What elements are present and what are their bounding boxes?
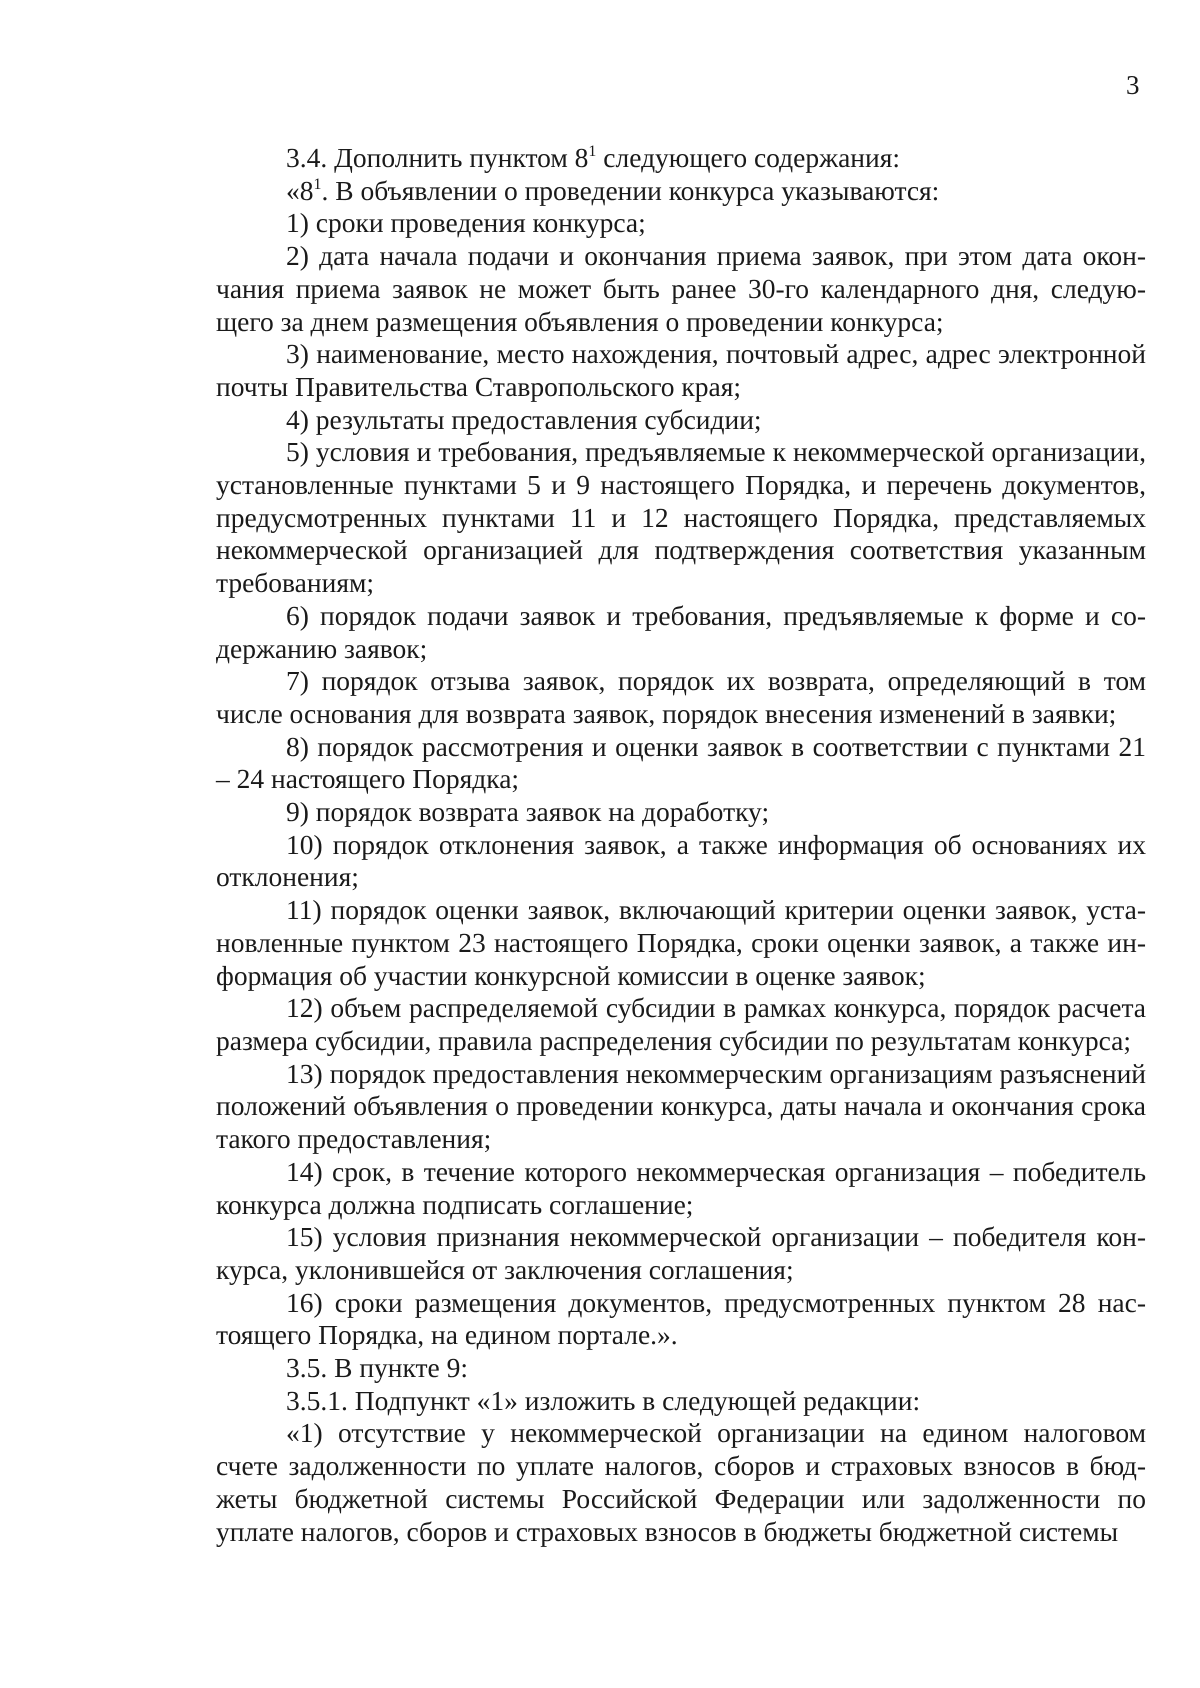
paragraph-3-4 xyxy=(216,142,1146,175)
list-item-2: 2) дата начала подачи и окончания приема заявок, при этом дата окончания приема заявок не может быть ранее 30-го календарного дня, следующего за днем размещения объявления о проведении конкурса; xyxy=(216,240,1146,337)
paragraph-3-5: 3.5. В пункте 9: xyxy=(286,1352,469,1384)
superscript: 1 xyxy=(588,143,597,160)
list-item-1: 1) сроки проведения конкурса; xyxy=(286,207,646,239)
list-item-14: 14) срок, в течение которого некоммерческая организация – победитель конкурса должна подписать соглашение; xyxy=(216,1155,1146,1220)
list-item-3: 3) наименование, место нахождения, почтовый адрес, адрес электронной почты Правительства Ставропольского края; xyxy=(216,338,1146,402)
page-number: 3 xyxy=(1126,70,1140,100)
list-item-12: 12) объем распределяемой субсидии в рамках конкурса, порядок расчета размера субсидии, правила распределения субсидии по результатам конкурса; xyxy=(216,992,1146,1056)
list-item-16: 16) сроки размещения документов, предусмотренных пунктом 28 настоящего Порядка, на едином портале.». xyxy=(216,1286,1146,1351)
paragraph-8-1 xyxy=(216,175,1146,208)
paragraph-8-1-text: «8 xyxy=(286,174,314,206)
list-item-11: 11) порядок оценки заявок, включающий критерии оценки заявок, установленные пунктом 23 настоящего Порядка, сроки оценки заявок, а также информация об участии конкурсной комиссии в оценке заявок; xyxy=(216,894,1146,991)
list-item-5: 5) условия и требования, предъявляемые к некоммерческой организации, установленные пунктами 5 и 9 настоящего Порядка, и перечень документов, предусмотренных пунктами 11 и 12 настоящего Порядка, представляемых некоммерческой организацией для подтверждения соответствия указанным требованиям; xyxy=(216,436,1146,599)
list-item-8: 8) порядок рассмотрения и оценки заявок в соответствии с пунктами 21 – 24 настоящего Порядка; xyxy=(216,730,1146,795)
list-item-9: 9) порядок возврата заявок на доработку; xyxy=(286,796,770,828)
list-item-15: 15) условия признания некоммерческой организации – победителя конкурса, уклонившейся от заключения соглашения; xyxy=(216,1221,1146,1285)
list-item-6: 6) порядок подачи заявок и требования, предъявляемые к форме и содержанию заявок; xyxy=(216,599,1146,664)
document-body xyxy=(216,142,1146,1548)
paragraph-3-4-text: 3.4. Дополнить пунктом 8 xyxy=(286,142,589,173)
paragraph-3-4-text-end: следующего содержания: xyxy=(596,142,900,173)
list-item-13: 13) порядок предоставления некоммерческим организациям разъяснений положений объявления о проведении конкурса, даты начала и окончания срока такого предоставления; xyxy=(216,1057,1146,1155)
superscript: 1 xyxy=(313,175,322,193)
paragraph-quote-1: «1) отсутствие у некоммерческой организации на едином налоговом счете задолженности по уплате налогов, сборов и страховых взносов в бюджеты бюджетной системы Российской Федерации или задолженности по уплате налогов, сборов и страховых взносов в бюджеты бюджетной системы xyxy=(216,1417,1146,1547)
paragraph-8-1-text-end: . В объявлении о проведении конкурса указываются: xyxy=(321,174,940,206)
list-item-7: 7) порядок отзыва заявок, порядок их возврата, определяющий в том числе основания для возврата заявок, порядок внесения изменений в заявки; xyxy=(216,665,1146,729)
list-item-4: 4) результаты предоставления субсидии; xyxy=(286,403,762,435)
list-item-10: 10) порядок отклонения заявок, а также информация об основаниях их отклонения; xyxy=(216,828,1146,893)
paragraph-3-5-1: 3.5.1. Подпункт «1» изложить в следующей редакции: xyxy=(286,1384,921,1416)
